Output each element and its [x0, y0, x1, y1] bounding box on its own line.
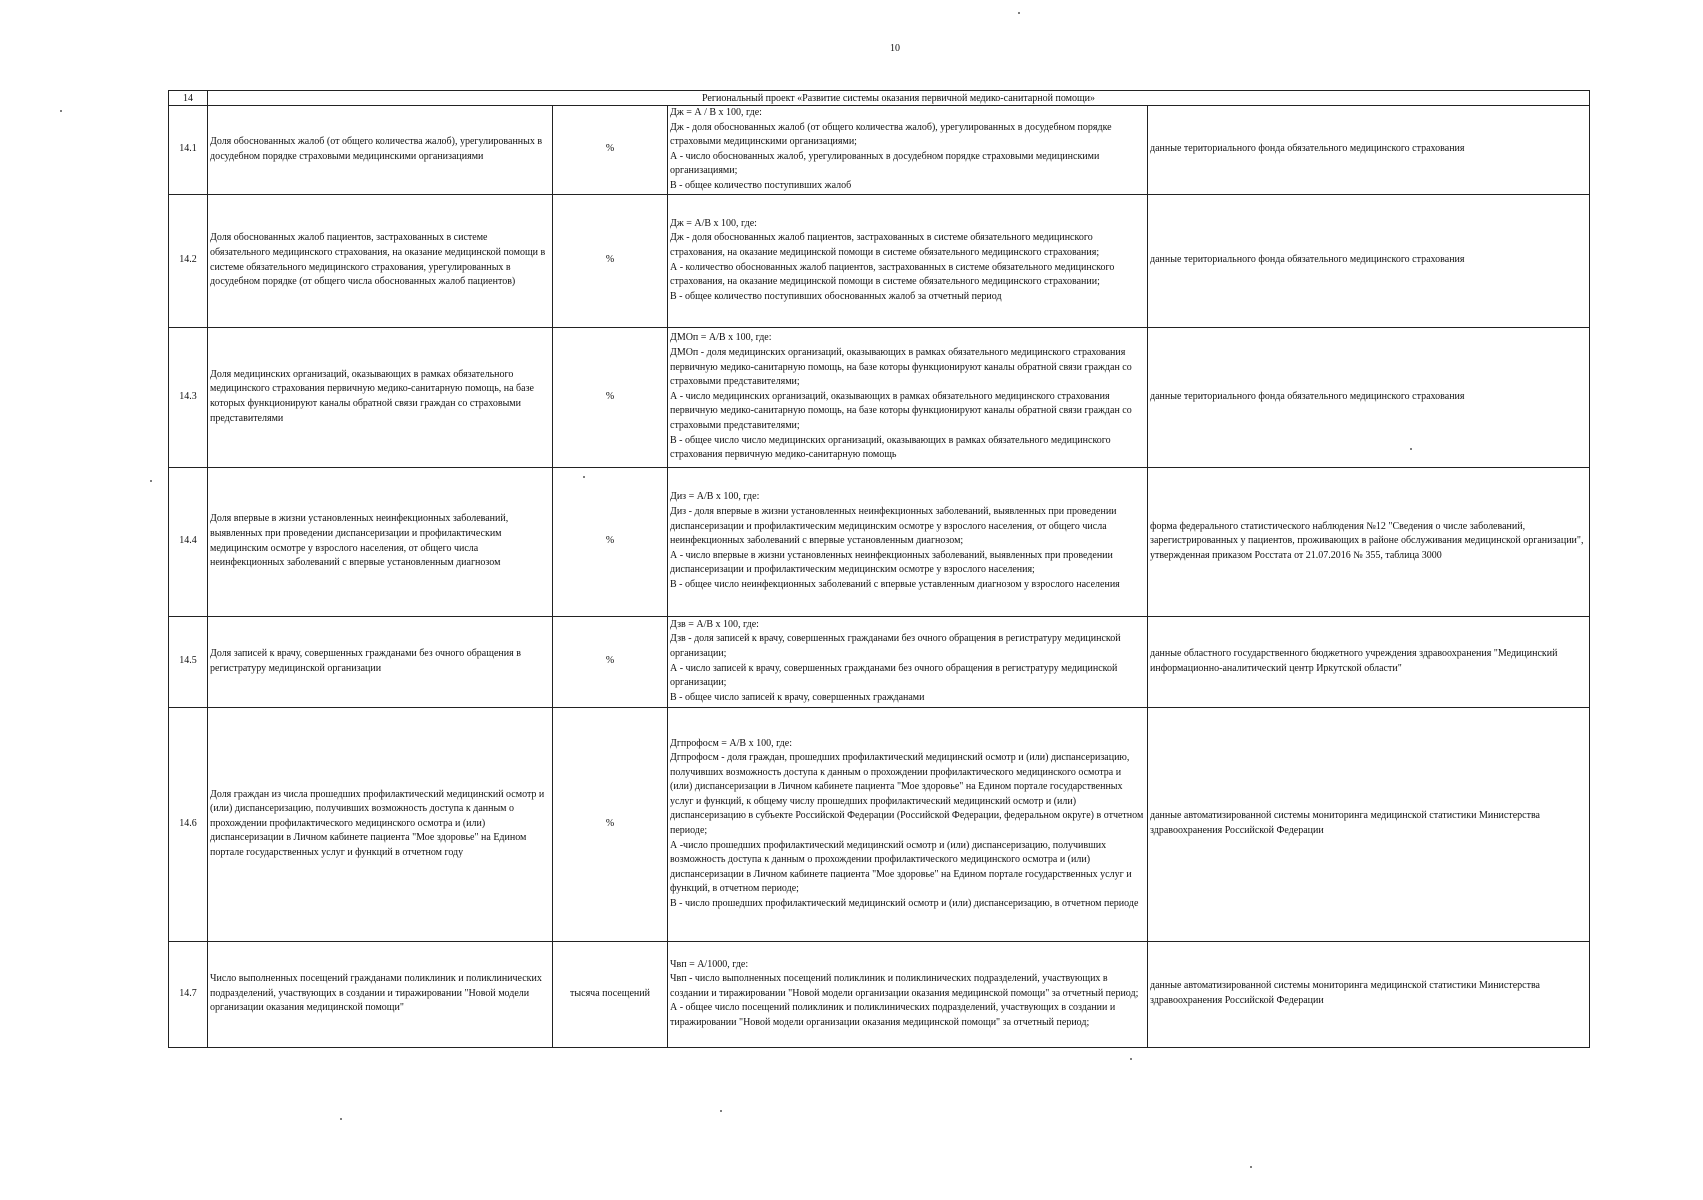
- indicator-number: 14.2: [169, 194, 208, 327]
- formula-line: ДМОп = А/В х 100, где:: [670, 332, 772, 344]
- indicator-source: данные териториального фонда обязательного медицинского страхования: [1148, 194, 1590, 327]
- indicator-number: 14.5: [169, 616, 208, 707]
- table-row: [169, 941, 1590, 1047]
- indicator-number: 14.3: [169, 327, 208, 467]
- formula-line: Диз = А/В х 100, где:: [670, 491, 760, 503]
- formula-line: В - число прошедших профилактический медицинский осмотр и (или) диспансеризацию, в отчетном периоде: [670, 898, 1139, 910]
- indicator-name: Доля впервые в жизни установленных неинфекционных заболеваний, выявленных при проведении диспансеризации и профилактическим медицинским осмотре у взрослого населения, от общего числа неинфекционных заболеваний с впервые установленным диагнозом: [208, 467, 553, 616]
- formula-line: Чвп = А/1000, где:: [670, 958, 749, 970]
- formula-line: А - число обоснованных жалоб, урегулированных в досудебном порядке страховыми медицинскими организациями;: [670, 150, 1100, 177]
- formula-line: В - общее число неинфекционных заболеваний с впервые уставленным диагнозом у взрослого населения: [670, 579, 1120, 591]
- indicator-unit: %: [553, 616, 668, 707]
- indicator-source: данные териториального фонда обязательного медицинского страхования: [1148, 106, 1590, 195]
- indicator-formula: [668, 106, 1148, 195]
- scan-speck: [340, 1118, 342, 1120]
- scan-speck: [1018, 12, 1020, 14]
- indicator-number: 14.1: [169, 106, 208, 195]
- table-row: [169, 194, 1590, 327]
- indicator-unit: тысяча посещений: [553, 941, 668, 1047]
- table-row: [169, 616, 1590, 707]
- section-header-row: [169, 91, 1590, 106]
- table-row: [169, 327, 1590, 467]
- formula-line: А - количество обоснованных жалоб пациентов, застрахованных в системе обязательного медицинского страхования, на оказание медицинской помощи в системе обязательного медицинского страховании;: [670, 261, 1115, 288]
- indicator-source: форма федерального статистического наблюдения №12 "Сведения о числе заболеваний, зарегистрированных у пациентов, проживающих в районе обслуживания медицинской организации", утвержденная приказом Росстата от 21.07.2016 № 355, таблица 3000: [1148, 467, 1590, 616]
- formula-line: Дгпрофосм = А/В х 100, где:: [670, 737, 792, 749]
- indicator-number: 14.4: [169, 467, 208, 616]
- formula-line: Дзв - доля записей к врачу, совершенных гражданами без очного обращения в регистратуру медицинской организации;: [670, 633, 1121, 659]
- indicator-formula: [668, 941, 1148, 1047]
- formula-line: В - общее число число медицинских организаций, оказывающих в рамках обязательного медицинского страхования первичную медико-санитарную помощь: [670, 434, 1111, 461]
- indicator-number: 14.6: [169, 707, 208, 941]
- indicator-formula: [668, 194, 1148, 327]
- formula-line: В - общее количество поступивших обоснованных жалоб за отчетный период: [670, 290, 1002, 302]
- indicator-number: 14.7: [169, 941, 208, 1047]
- table-row: [169, 467, 1590, 616]
- formula-line: Дж = А / В х 100, где:: [670, 107, 762, 118]
- section-title: Региональный проект «Развитие системы оказания первичной медико-санитарной помощи»: [208, 91, 1590, 106]
- formula-line: Дзв = А/В х 100, где:: [670, 618, 759, 630]
- indicator-unit: %: [553, 707, 668, 941]
- scan-speck: [583, 476, 585, 478]
- indicator-unit: %: [553, 106, 668, 195]
- scan-speck: [1250, 1166, 1252, 1168]
- indicators-table: [168, 90, 1590, 1048]
- scan-speck: [150, 480, 152, 482]
- formula-line: А - число записей к врачу, совершенных гражданами без очного обращения в регистратуру медицинской организации;: [670, 662, 1118, 689]
- scan-speck: [60, 110, 62, 112]
- scan-speck: [1130, 1058, 1132, 1060]
- table-row: [169, 707, 1590, 941]
- formula-line: Дж = А/В х 100, где:: [670, 217, 757, 229]
- indicator-formula: [668, 707, 1148, 941]
- indicator-source: данные териториального фонда обязательного медицинского страхования: [1148, 327, 1590, 467]
- scan-speck: [720, 1110, 722, 1112]
- formula-line: А - число впервые в жизни установленных неинфекционных заболеваний, выявленных при проведении диспансеризации и профилактическим медицинским осмотре у взрослого населения;: [670, 549, 1113, 576]
- formula-line: Дгпрофосм - доля граждан, прошедших профилактический медицинский осмотр и (или) диспансеризацию, получивших возможность доступа к данным о прохождении профилактического медицинского осмотра и (или) диспансеризации в Личном кабинете пациента "Мое здоровье" на Едином портале государственных услуг и функций, к общему числу прошедших профилактический медицинский осмотр и (или) диспансеризацию в субъекте Российской Федерации (Российской Федерации, федеральном округе) в отчетном периоде;: [670, 752, 1144, 837]
- indicator-formula: [668, 327, 1148, 467]
- formula-line: Чвп - число выполненных посещений поликлиник и поликлинических подразделений, участвующих в создании и тиражировании "Новой модели организации оказания медицинской помощи" за отчетный период;: [670, 973, 1139, 999]
- formula-line: В - общее число записей к врачу, совершенных гражданами: [670, 691, 925, 703]
- indicator-name: Доля обоснованных жалоб (от общего количества жалоб), урегулированных в досудебном порядке страховыми медицинскими организациями: [208, 106, 553, 195]
- formula-line: Диз - доля впервые в жизни установленных неинфекционных заболеваний, выявленных при проведении диспансеризации и профилактическим медицинским осмотре у взрослого населения, от общего числа неинфекционных заболеваний с впервые установленным диагнозом;: [670, 506, 1117, 547]
- section-number: 14: [169, 91, 208, 106]
- indicator-name: Доля обоснованных жалоб пациентов, застрахованных в системе обязательного медицинского страхования, на оказание медицинской помощи в системе обязательного медицинского страхования, урегулированных в досудебном порядке (от общего числа обоснованных жалоб пациентов): [208, 194, 553, 327]
- indicator-source: данные областного государственного бюджетного учреждения здравоохранения "Медицинский информационно-аналитический центр Иркутской области": [1148, 616, 1590, 707]
- scan-speck: [1410, 448, 1412, 450]
- indicator-unit: %: [553, 467, 668, 616]
- formula-line: А -число прошедших профилактический медицинский осмотр и (или) диспансеризацию, получивших возможность доступа к данным о прохождении профилактического медицинского осмотра и (или) диспансеризации в Личном кабинете пациента "Мое здоровье" на Едином портале государственных услуг и функций, в отчетном периоде;: [670, 839, 1132, 895]
- table-row: [169, 106, 1590, 195]
- indicator-name: Доля записей к врачу, совершенных гражданами без очного обращения в регистратуру медицинской организации: [208, 616, 553, 707]
- formula-line: А - общее число посещений поликлиник и поликлинических подразделений, участвующих в создании и тиражировании "Новой модели организации оказания медицинской помощи" за отчетный период;: [670, 1002, 1116, 1028]
- indicator-name: Доля медицинских организаций, оказывающих в рамках обязательного медицинского страхования первичную медико-санитарную помощь, на базе которых функционируют каналы обратной связи граждан со страховыми представителями: [208, 327, 553, 467]
- indicator-name: Доля граждан из числа прошедших профилактический медицинский осмотр и (или) диспансеризацию, получивших возможность доступа к данным о прохождении профилактического медицинского осмотра и (или) диспансеризации в Личном кабинете пациента "Мое здоровье" на Едином портале государственных услуг и функций в отчетном году: [208, 707, 553, 941]
- indicator-formula: [668, 616, 1148, 707]
- formula-line: Дж - доля обоснованных жалоб (от общего количества жалоб), урегулированных в досудебном порядке страховыми медицинскими организациями;: [670, 121, 1112, 148]
- formula-line: А - число медицинских организаций, оказывающих в рамках обязательного медицинского страхования первичную медико-санитарную помощь, на базе которы функционируют каналы обратной связи граждан со страховыми представителями;: [670, 390, 1132, 431]
- formula-line: В - общее количество поступивших жалоб: [670, 179, 852, 191]
- indicator-formula: [668, 467, 1148, 616]
- formula-line: ДМОп - доля медицинских организаций, оказывающих в рамках обязательного медицинского страхования первичную медико-санитарную помощь, на базе которы функционируют каналы обратной связи граждан со страховыми представителями;: [670, 346, 1132, 388]
- indicator-source: данные автоматизированной системы мониторинга медицинской статистики Министерства здравоохранения Российской Федерации: [1148, 941, 1590, 1047]
- indicator-name: Число выполненных посещений гражданами поликлиник и поликлинических подразделений, участвующих в создании и тиражировании "Новой модели организации оказания медицинской помощи": [208, 941, 553, 1047]
- indicator-unit: %: [553, 327, 668, 467]
- indicator-unit: %: [553, 194, 668, 327]
- formula-line: Дж - доля обоснованных жалоб пациентов, застрахованных в системе обязательного медицинского страхования, на оказание медицинской помощи в системе обязательного медицинского страхования;: [670, 232, 1100, 258]
- page-number: 10: [890, 43, 900, 54]
- indicator-source: данные автоматизированной системы мониторинга медицинской статистики Министерства здравоохранения Российской Федерации: [1148, 707, 1590, 941]
